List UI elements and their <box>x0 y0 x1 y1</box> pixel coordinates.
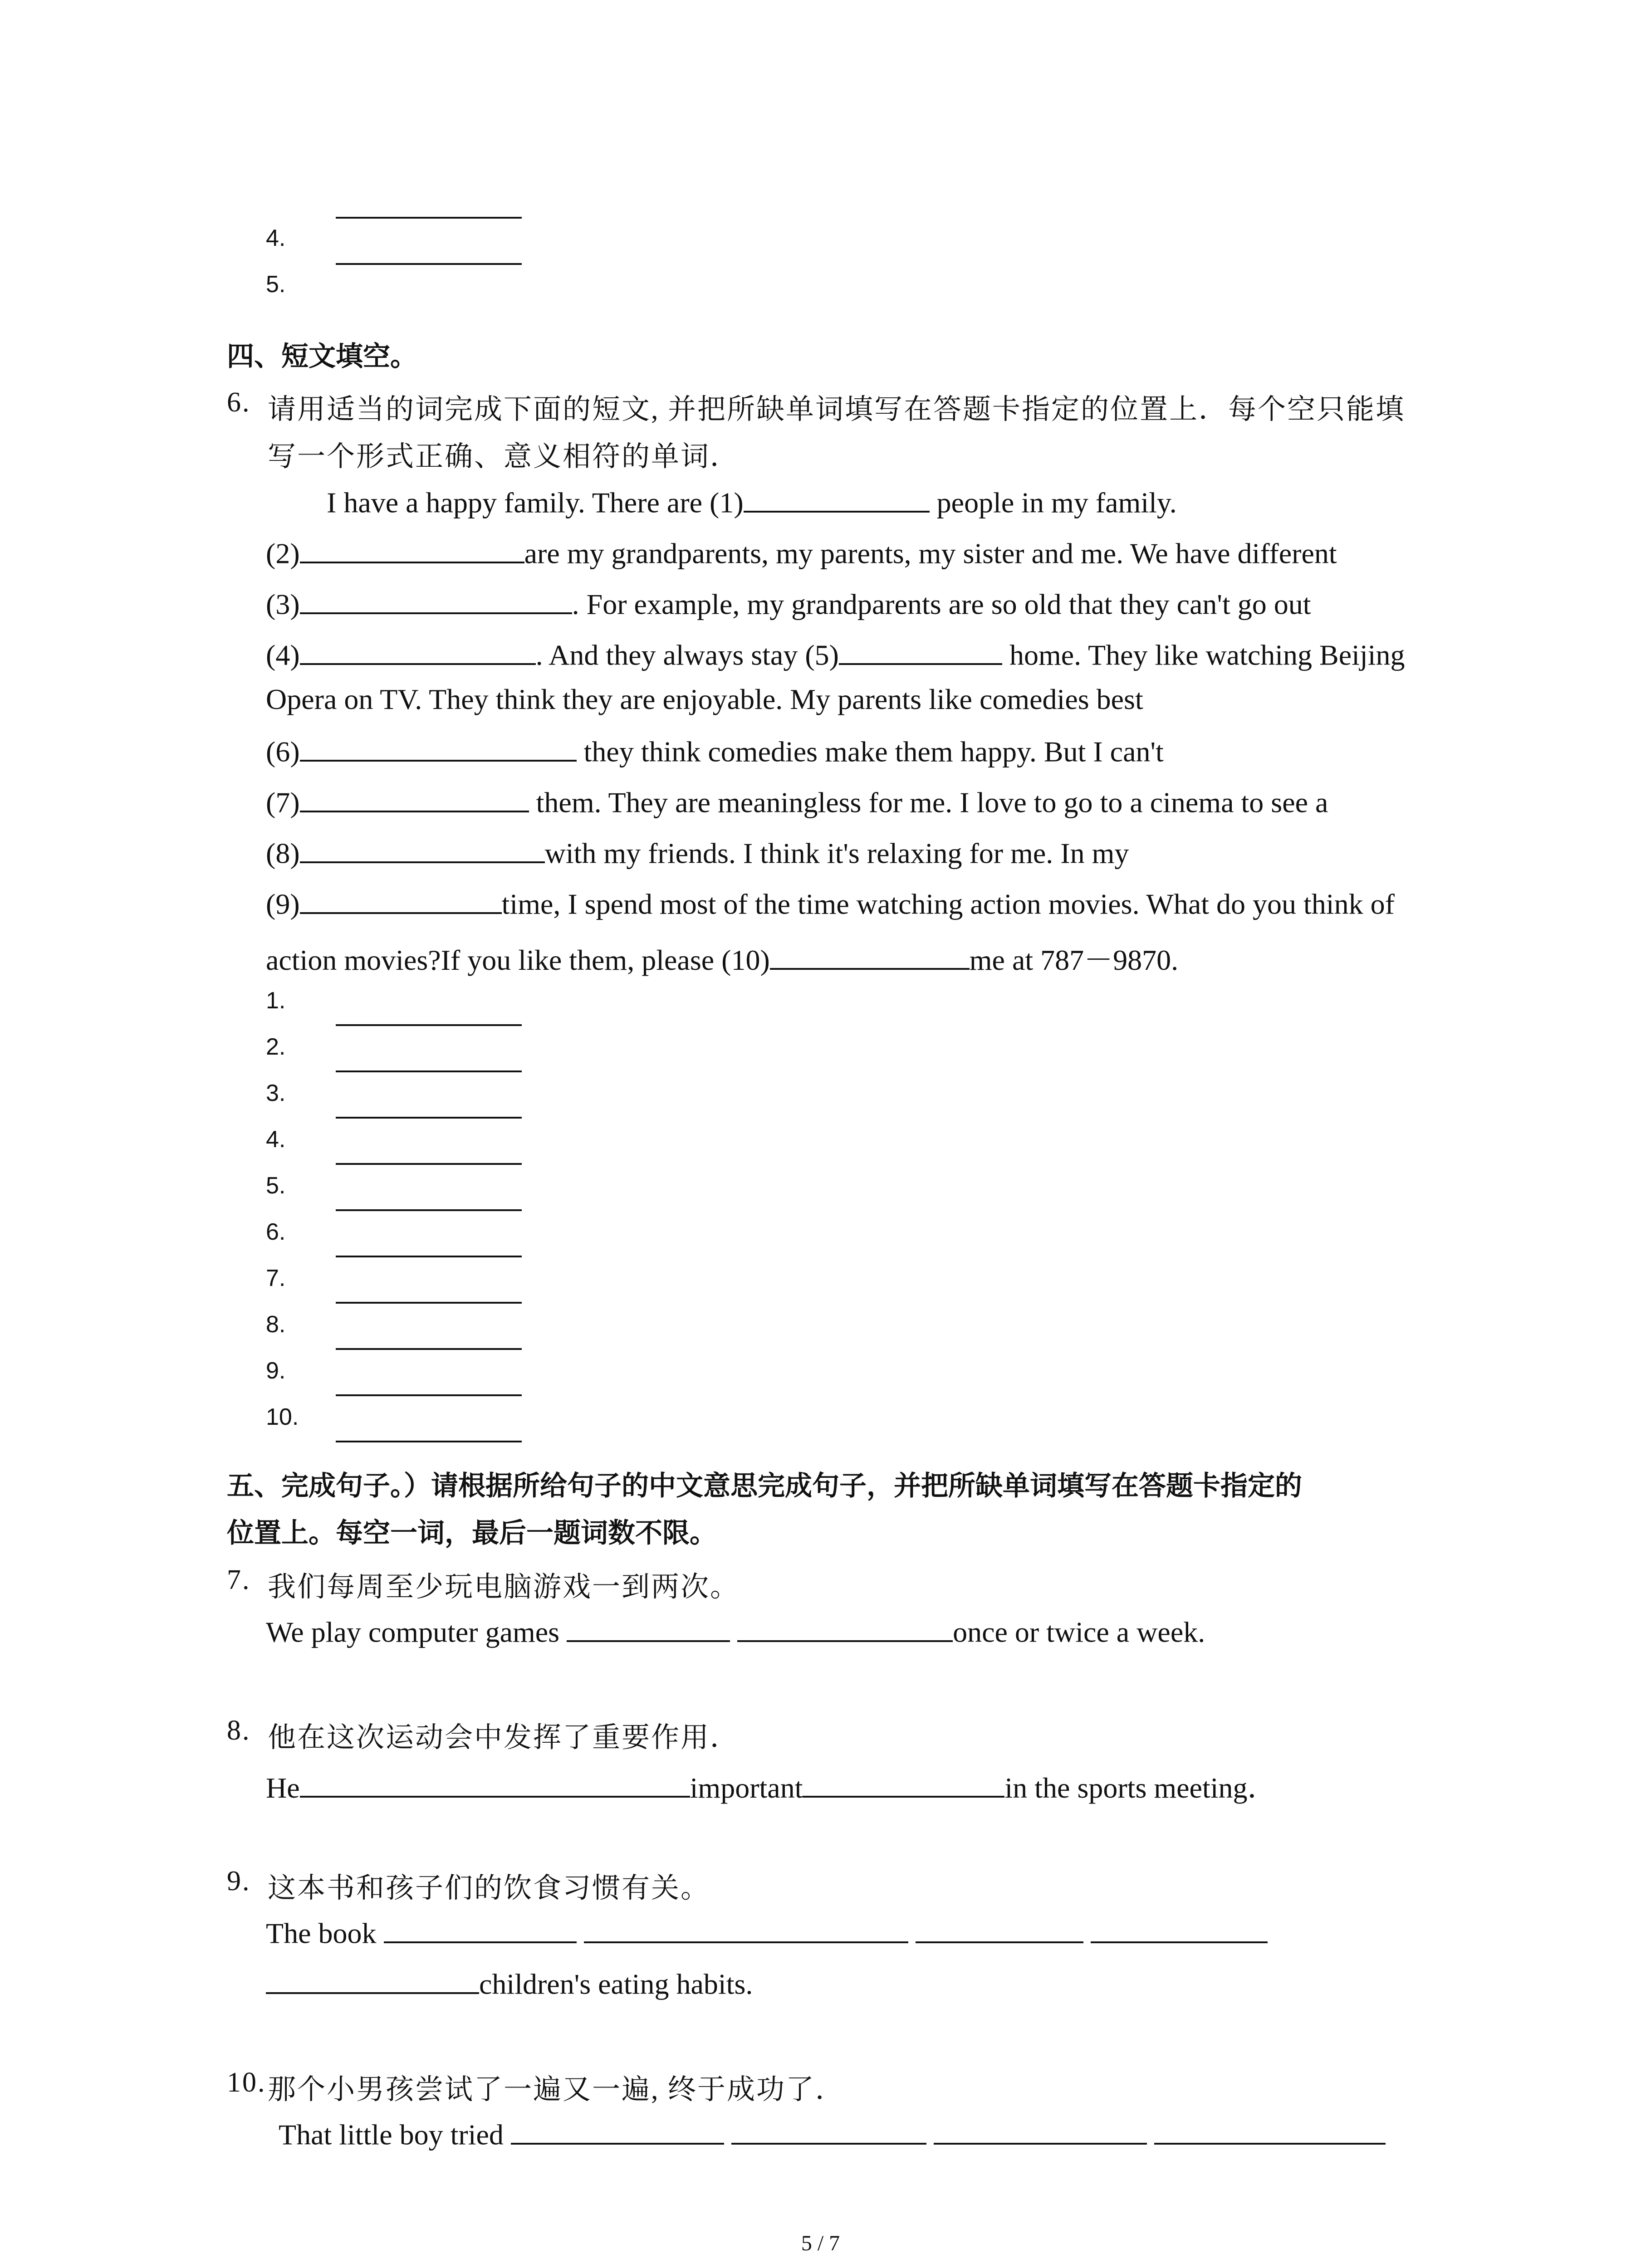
section-title: 位置上。每空一词，最后一题词数不限。 <box>227 1518 717 1548</box>
blank[interactable] <box>266 1966 479 1994</box>
blank[interactable] <box>916 1915 1083 1943</box>
question-prompt: 那个小男孩尝试了一遍又一遍, 终于成功了． <box>268 2074 845 2105</box>
answer-line[interactable] <box>336 1209 522 1211</box>
passage-line: (2) are my grandparents, my parents, my sister and me. We have different <box>266 535 1337 571</box>
answer-number: 3. <box>266 1080 286 1106</box>
section-title: 五、完成句子。）请根据所给句子的中文意思完成句子，并把所缺单词填写在答题卡指定的 <box>227 1471 1302 1501</box>
answer-line[interactable] <box>336 1070 522 1072</box>
blank[interactable] <box>300 1769 690 1798</box>
question-prompt: 我们每周至少玩电脑游戏一到两次。 <box>268 1572 740 1603</box>
question-number: 8. <box>227 1715 251 1746</box>
blank[interactable] <box>934 2116 1147 2145</box>
answer-number: 1. <box>266 987 286 1014</box>
answer-number: 5. <box>266 1173 286 1199</box>
question-sentence: children's eating habits. <box>266 1966 753 2001</box>
passage-line: (4) . And they always stay (5) home. They like watching Beijing <box>266 637 1405 672</box>
question-sentence: He important in the sports meeting． <box>266 1765 1277 1806</box>
answer-line[interactable] <box>336 1024 522 1026</box>
answer-number: 5. <box>266 271 286 298</box>
question-sentence: The book <box>266 1915 1268 1950</box>
blank-9[interactable] <box>300 886 502 914</box>
passage-line: (9) time, I spend most of the time watching action movies. What do you think of <box>266 886 1395 921</box>
question-number: 6. <box>227 387 251 418</box>
blank[interactable] <box>584 1915 908 1943</box>
answer-line[interactable] <box>336 217 522 219</box>
blank-2[interactable] <box>300 535 524 563</box>
answer-number: 4. <box>266 1126 286 1153</box>
answer-line[interactable] <box>336 1394 522 1396</box>
blank[interactable] <box>1091 1915 1268 1943</box>
blank-4[interactable] <box>300 637 536 665</box>
passage-line: (7) them. They are meaningless for me. I love to go to a cinema to see a <box>266 784 1328 820</box>
blank-7[interactable] <box>300 784 529 812</box>
blank-6[interactable] <box>300 733 577 762</box>
passage-line: action movies?If you like them, please (10) me at 787－9870. <box>266 937 1178 978</box>
answer-number: 2. <box>266 1034 286 1060</box>
answer-line[interactable] <box>336 1256 522 1257</box>
blank-10[interactable] <box>770 942 970 970</box>
blank-8[interactable] <box>300 835 545 863</box>
question-prompt: 这本书和孩子们的饮食习惯有关。 <box>268 1873 710 1904</box>
answer-line[interactable] <box>336 263 522 265</box>
passage-line: (3) . For example, my grandparents are so old that they can't go out <box>266 586 1311 621</box>
answer-line[interactable] <box>336 1163 522 1165</box>
blank-1[interactable] <box>744 484 930 513</box>
instruction-text: 请用适当的词完成下面的短文, 并把所缺单词填写在答题卡指定的位置上．每个空只能填 <box>268 394 1406 425</box>
blank[interactable] <box>803 1769 1004 1798</box>
instruction-text: 写一个形式正确、意义相符的单词． <box>268 441 740 472</box>
question-prompt: 他在这次运动会中发挥了重要作用． <box>268 1722 740 1753</box>
blank[interactable] <box>1154 2116 1386 2145</box>
question-number: 7. <box>227 1564 251 1595</box>
blank-5[interactable] <box>839 637 1002 665</box>
answer-number: 4. <box>266 225 286 251</box>
blank[interactable] <box>731 2116 926 2145</box>
question-sentence: We play computer games once or twice a week. <box>266 1614 1205 1649</box>
answer-number: 9. <box>266 1358 286 1384</box>
answer-line[interactable] <box>336 1302 522 1304</box>
answer-line[interactable] <box>336 1441 522 1442</box>
answer-line[interactable] <box>336 1117 522 1119</box>
question-sentence: That little boy tried <box>279 2116 1386 2152</box>
passage-line: I have a happy family. There are (1) people in my family. <box>327 484 1177 520</box>
question-number: 10. <box>227 2067 266 2098</box>
blank[interactable] <box>511 2116 724 2145</box>
section-title: 四、短文填空。 <box>227 342 417 371</box>
answer-number: 6. <box>266 1219 286 1245</box>
passage-line: (6) they think comedies make them happy. But I can't <box>266 733 1164 769</box>
blank-3[interactable] <box>300 586 572 614</box>
answer-number: 10. <box>266 1404 299 1430</box>
answer-number: 8. <box>266 1311 286 1338</box>
passage-line: Opera on TV. They think they are enjoyable. My parents like comedies best <box>266 683 1143 715</box>
answer-number: 7. <box>266 1265 286 1291</box>
answer-line[interactable] <box>336 1348 522 1350</box>
blank[interactable] <box>384 1915 577 1943</box>
question-number: 9. <box>227 1866 251 1897</box>
blank[interactable] <box>737 1614 953 1642</box>
passage-line: (8) with my friends. I think it's relaxing for me. In my <box>266 835 1129 870</box>
blank[interactable] <box>567 1614 730 1642</box>
page-number: 5 / 7 <box>801 2231 840 2255</box>
